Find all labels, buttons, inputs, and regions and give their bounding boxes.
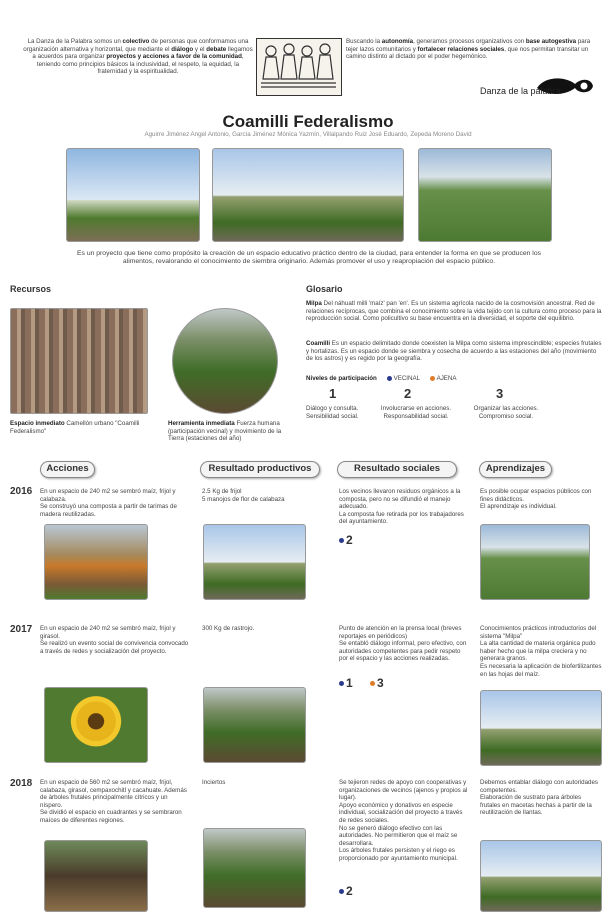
authors: Aguirre Jiménez Angel Antonio, García Jiménez Mónica Yazmín, Villalpando Ruiz José Eduardo, Zepeda Moreno David [144,131,472,138]
sociales-text: Punto de atención en la prensa local (breves reportajes en periódicos) Se entabló diálogo informal, pero efectivo, con autoridades competentes para pedir respeto por el espacio y las acciones realizadas. [339,625,467,663]
level-number: 2 [404,386,412,401]
photo-camellon-1 [66,148,200,242]
glosario-heading: Glosario [306,284,343,294]
glosario-coamilli: Coamilli Es un espacio delimitado donde coexisten la Milpa como sistema imprescindible; especies frutales y hortalizas. Es un espacio donde se siembra y cosecha de acuerdo a las estaciones del año (movimiento de los astros) y es regido por la geografía. [306,340,602,363]
photo-camellon-3 [418,148,552,242]
codex-illustration [256,38,342,96]
photo-llantas [203,828,306,908]
sociales-text: Se tejieron redes de apoyo con cooperativas y organizaciones de vecinos (ajenos y propios al lugar). Apoyo económico y donativos en especie individual, socialización del proyecto a través de redes sociales. No se generó diálogo efectivo con las autoridades. No permitieron que el maíz se desarrollara. Los árboles frutales persisten y el riego es proporcionado por ayuntamiento municipal. [339,779,468,862]
photo-aprendizaje-2016 [480,524,590,600]
photo-girasol [44,687,148,763]
ajena-dot [430,376,435,381]
level-number: 1 [329,386,337,401]
photo-camellon-2 [212,148,404,242]
aprendizajes-text: Debemos entablar diálogo con autoridades competentes. Elaboración de sustrato para árboles frutales en macetas hechas a partir de la reutilización de llantas. [480,779,598,817]
column-header-aprendizajes: Aprendizajes [479,461,552,478]
photo-aprendizaje-2017 [480,690,602,766]
vecinal-dot [339,538,344,543]
recursos-heading: Recursos [10,284,52,294]
aprendizajes-text: Conocimientos prácticos introductorios del sistema "Milpa" La alta cantidad de materia orgánica pudo haber hecho que la milpa creciera y no generara granos. Es necesaria la aplicación de biofertilizantes en las hojas del maíz. [480,625,602,678]
photo-aprendizaje-2018 [480,840,602,912]
column-header-productivos: Resultado productivos [200,461,320,478]
photo-cultivo-2016 [203,524,306,600]
level-text: Involucrarse en acciones. Responsabilidad social. [380,405,452,420]
ajena-dot [370,681,375,686]
productivos-text: 300 Kg de rastrojo. [202,625,255,632]
photo-composta [44,524,148,600]
vecinal-dot [339,681,344,686]
page-title: Coamilli Federalismo [222,112,394,131]
herramienta-inmediata: Herramienta inmediata Fuerza humana (participación vecinal) y movimiento de la Tierra (estaciones del año) [168,420,282,443]
intro-right: Buscando la autonomía, generamos procesos organizativos con base autogestiva para tejer lazos comunitarios y fortalecer relaciones sociales, que nos permitan transitar un camino distinto al dictado por el poder hegemónico. [346,38,591,61]
vecinal-dot [339,889,344,894]
photo-herramientas [44,840,148,912]
glosario-milpa: Milpa Del náhuatl milli 'maíz' pan 'en'. Es un sistema agrícola nacido de la cosmovisión ancestral. Red de relaciones recíprocas, que combina el conocimiento sobre la vida tejido con la cultura como proceso para la reproducción social. Como policultivo su base encuentra en la diversidad, el soporte del equilibrio. [306,300,602,323]
column-header-sociales: Resultado sociales [337,461,457,478]
participation-levels: 2 [339,533,353,547]
acciones-text: En un espacio de 240 m2 se sembró maíz, frijol y girasol. Se realizó un evento social de convivencia convocado a través de redes y socialización del proyecto. [40,625,189,655]
acciones-text: En un espacio de 240 m2 se sembró maíz, frijol y calabaza. Se construyó una composta a partir de tarimas de madera reutilizadas. [40,488,177,518]
vecinal-dot [387,376,392,381]
brand-logo [480,74,600,100]
year-label: 2018 [10,778,33,789]
participation-levels: 2 [339,884,353,898]
sociales-text: Los vecinos llevaron residuos orgánicos a la composta, pero no se difundió el manejo adecuado. La composta fue retirada por los trabajadores del ayuntamiento. [339,488,464,526]
acciones-text: En un espacio de 560 m2 se sembró maíz, frijol, calabaza, girasol, cempaxochitl y cacahuate. Además de árboles frutales principalmente cítricos y un níspero. Se dividió el espacio en cuadrantes y se sembraron maíces de diferentes regiones. [40,779,187,824]
intro-left: La Danza de la Palabra somos un colectivo de personas que conformamos una organización alternativa y horizontal, que mediante el diálogo y el debate llegamos a acuerdos para organizar proyectos y acciones a favor de la comunidad, teniendo como principios básicos la inclusividad, el respeto, la equidad, la fraternidad y la espiritualidad. [23,38,253,76]
photo-herramienta [172,308,278,414]
year-label: 2017 [10,624,33,635]
level-text: Organizar las acciones. Compromiso social. [473,405,539,420]
photo-rastrojo [203,687,306,763]
year-label: 2016 [10,486,33,497]
brand-name: Danza de la palabra [480,86,561,96]
niveles-legend: Niveles de participación VECINAL AJENA [306,375,457,382]
project-summary: Es un proyecto que tiene como propósito la creación de un espacio educativo práctico dentro de la ciudad, para entender la forma en que se producen los alimentos, revalorando el conocimiento de siembra originario. Además promover el uso y reapropiación del espacio público. [77,250,541,266]
productivos-text: Inciertos [202,779,226,786]
level-text: Diálogo y consulta. Sensibilidad social. [306,405,359,420]
espacio-inmediato: Espacio inmediato Camellón urbano "Coamilli Federalismo" [10,420,140,435]
participation-levels: 1 3 [339,676,384,690]
level-number: 3 [496,386,504,401]
column-header-acciones: Acciones [40,461,95,478]
aerial-map [10,308,148,414]
productivos-text: 2.5 Kg de frijol 5 manojos de flor de calabaza [202,488,285,503]
aprendizajes-text: Es posible ocupar espacios públicos con fines didácticos. El aprendizaje es individual. [480,488,592,511]
